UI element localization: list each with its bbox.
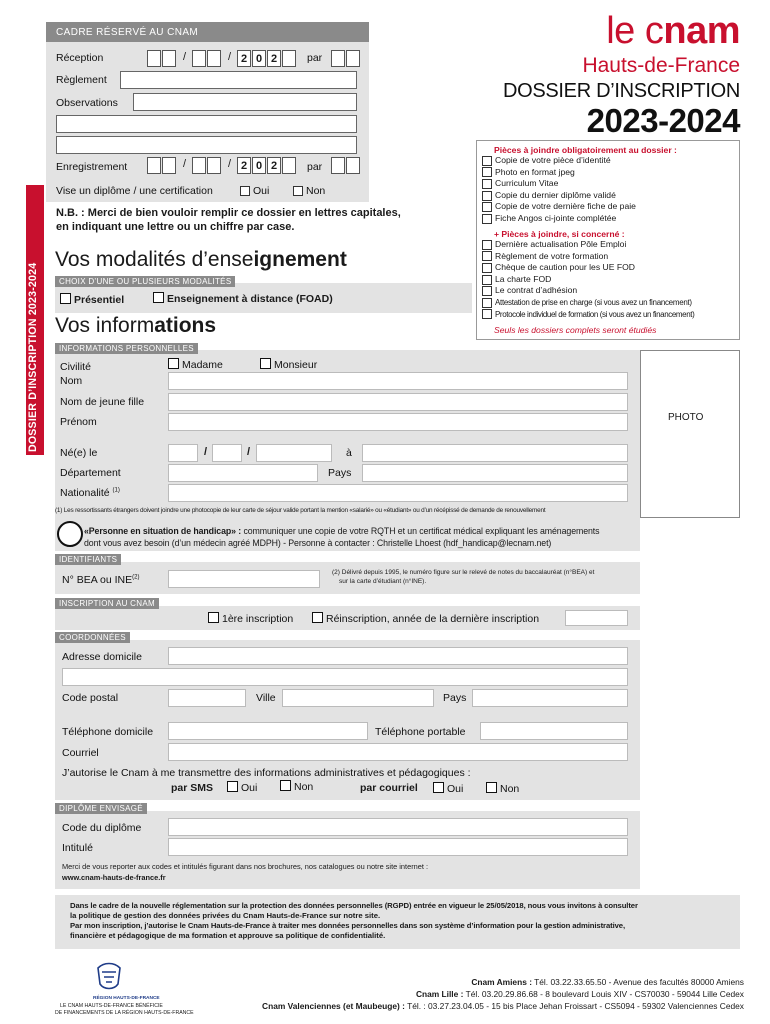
checkbox[interactable] — [482, 240, 492, 250]
cadre-header-text: CADRE RÉSERVÉ AU CNAM — [56, 27, 199, 38]
nom-jeune-fille-field[interactable] — [168, 393, 628, 411]
nom-label: Nom — [60, 375, 83, 387]
presentiel-label: Présentiel — [74, 294, 125, 306]
vise-oui[interactable] — [240, 185, 269, 197]
reinscription-option[interactable] — [312, 612, 539, 625]
checkbox[interactable] — [482, 309, 492, 319]
monsieur-option[interactable] — [260, 358, 317, 371]
observations-label: Observations — [56, 97, 118, 109]
presentiel-option[interactable] — [60, 293, 124, 306]
piece-item[interactable] — [482, 239, 694, 251]
intitule-field[interactable] — [168, 838, 628, 856]
region-logo-icon — [92, 960, 126, 994]
sms-oui-option[interactable] — [227, 781, 257, 794]
logo-le: le — [606, 10, 645, 52]
courriel-non-option[interactable] — [486, 782, 519, 795]
tel-domicile-field[interactable] — [168, 722, 368, 740]
piece-item[interactable] — [482, 213, 636, 225]
region-logo-l2: LE CNAM HAUTS-DE-FRANCE BÉNÉFICIE — [60, 1003, 163, 1009]
departement-field[interactable] — [168, 464, 318, 482]
tel-domicile-label: Téléphone domicile — [62, 726, 154, 738]
premiere-option[interactable] — [208, 612, 293, 625]
enreg-month-2[interactable] — [207, 157, 221, 174]
checkbox[interactable] — [482, 251, 492, 261]
nb-line-2: en indiquant une lettre ou un chiffre par case. — [56, 221, 295, 233]
pays-coord-field[interactable] — [472, 689, 628, 707]
identifiants-header: IDENTIFIANTS — [55, 554, 121, 565]
sms-non-option[interactable] — [280, 780, 313, 793]
cnam-logo — [606, 10, 740, 53]
piece-label: La charte FOD — [495, 273, 552, 284]
coordonnees-header: COORDONNÉES — [55, 632, 130, 643]
bea-field[interactable] — [168, 570, 320, 588]
pieces-footer: Seuls les dossiers complets seront étudiés — [494, 325, 657, 335]
bea-note-2: sur la carte d’étudiant (n°INE). — [339, 578, 427, 585]
courriel-label-bold: par courriel — [360, 782, 418, 794]
diplome-header: DIPLÔME ENVISAGÉ — [55, 803, 147, 814]
par-label: par — [307, 52, 323, 64]
code-postal-label: Code postal — [62, 692, 119, 704]
reception-year-digit: 0 — [252, 50, 266, 67]
reinscription-label: Réinscription, année de la dernière inscription — [326, 613, 540, 625]
piece-label: Copie de votre pièce d’identité — [495, 155, 611, 165]
rgpd-line: la politique de gestion des données privées du Cnam Hauts-de-France sur notre site. — [70, 911, 381, 920]
checkbox[interactable] — [482, 191, 492, 201]
checkbox[interactable] — [482, 156, 492, 166]
piece-label: Fiche Angos ci-jointe complétée — [495, 212, 617, 223]
rgpd-line: Dans le cadre de la nouvelle réglementation sur la protection des données personnelles (RGPD) entrée en vigueur le 25/05/2018, nous vous invitons à consulter — [70, 901, 638, 910]
slash: / — [228, 158, 232, 170]
inscription-header: INSCRIPTION AU CNAM — [55, 598, 159, 609]
piece-item[interactable] — [482, 274, 694, 286]
infos-title — [55, 314, 216, 338]
photo-box[interactable] — [640, 350, 740, 518]
piece-label: Règlement de votre formation — [495, 250, 609, 261]
piece-label: Curriculum Vitae — [495, 178, 559, 189]
reglement-label: Règlement — [56, 74, 107, 86]
madame-label: Madame — [182, 359, 223, 371]
pieces-title-2: + Pièces à joindre, si concerné : — [494, 229, 625, 239]
enreg-year-digit: 0 — [252, 157, 266, 174]
birth-day-field[interactable] — [168, 444, 198, 462]
checkbox[interactable] — [433, 782, 444, 793]
nom-jeune-fille-label: Nom de jeune fille — [60, 396, 145, 408]
slash: / — [228, 51, 232, 63]
rgpd-line: Par mon inscription, j’autorise le Cnam Hauts-de-France à traiter mes données personnelles dans son système d’information pour la gestion administrative, — [70, 921, 625, 930]
checkbox[interactable] — [208, 612, 219, 623]
sms-label: par SMS — [171, 782, 214, 794]
birth-month-field[interactable] — [212, 444, 242, 462]
year-title: 2023-2024 — [586, 102, 740, 139]
logo-nam: nam — [663, 10, 740, 52]
distance-label: Enseignement à distance (FOAD) — [167, 293, 333, 305]
civilite-label: Civilité — [60, 361, 91, 373]
intitule-label: Intitulé — [62, 842, 93, 854]
region-logo-l1: RÉGION HAUTS-DE-FRANCE — [93, 996, 160, 1001]
checkbox[interactable] — [482, 275, 492, 285]
region-logo-l3: DE FINANCEMENTS DE LA RÉGION HAUTS-DE-FRANCE — [55, 1010, 194, 1016]
reception-year-last[interactable] — [282, 50, 296, 67]
reception-year-digit: 2 — [267, 50, 281, 67]
amiens-bold: Cnam Amiens : — [471, 977, 532, 987]
observations-field-3[interactable] — [56, 136, 357, 154]
code-diplome-label: Code du diplôme — [62, 822, 142, 834]
region-logo — [92, 960, 126, 994]
dossier-title: DOSSIER D’INSCRIPTION — [502, 80, 740, 102]
slash: / — [183, 158, 187, 170]
oui-label: Oui — [253, 185, 270, 197]
piece-label: Dernière actualisation Pôle Emploi — [495, 239, 627, 249]
infos-header: INFORMATIONS PERSONNELLES — [55, 343, 198, 354]
non-label: Non — [306, 185, 326, 197]
reglement-field[interactable] — [120, 71, 357, 89]
bea-sup: (2) — [132, 574, 140, 581]
bea-label — [62, 574, 140, 586]
observations-field-1[interactable] — [133, 93, 357, 111]
lille-bold: Cnam Lille : — [415, 989, 464, 999]
piece-item[interactable] — [482, 251, 694, 263]
reception-day-2[interactable] — [162, 50, 176, 67]
enreg-day-1[interactable] — [147, 157, 161, 174]
checkbox[interactable] — [227, 781, 238, 792]
enregistrement-label: Enregistrement — [56, 161, 128, 173]
vertical-dossier-label: DOSSIER D’INSCRIPTION 2023-2024 — [27, 262, 39, 452]
bea-label-text: N° BEA ou INE — [62, 574, 133, 586]
ne-le-label: Né(e) le — [60, 447, 98, 459]
tel-portable-field[interactable] — [480, 722, 628, 740]
piece-label: Copie de votre dernière fiche de paie — [495, 201, 636, 212]
checkbox[interactable] — [482, 202, 492, 212]
pieces-list — [482, 155, 636, 225]
photo-label: PHOTO — [668, 412, 704, 423]
non-label: Non — [500, 783, 520, 795]
modalites-title — [55, 248, 347, 272]
piece-label: Copie du dernier diplôme validé — [495, 189, 616, 200]
pieces-list-2 — [482, 239, 694, 320]
handicap-bold: «Personne en situation de handicap» : — [84, 526, 242, 536]
enreg-day-2[interactable] — [162, 157, 176, 174]
prenom-label: Prénom — [60, 416, 97, 428]
courriel-label: Courriel — [62, 747, 99, 759]
infos-title-light: Vos inform — [55, 314, 155, 337]
enreg-par-2[interactable] — [346, 157, 360, 174]
reception-year-digit: 2 — [237, 50, 251, 67]
checkbox[interactable] — [482, 263, 492, 273]
piece-label: Attestation de prise en charge (si vous avez un financement) — [495, 297, 692, 307]
vise-non[interactable] — [293, 185, 325, 197]
checkbox[interactable] — [153, 292, 164, 303]
checkbox[interactable] — [482, 179, 492, 189]
oui-label: Oui — [447, 783, 464, 795]
departement-label: Département — [60, 467, 121, 479]
checkbox[interactable] — [280, 780, 291, 791]
a-label: à — [346, 447, 352, 459]
piece-label: Photo en format jpeg — [495, 166, 575, 177]
handicap-text-rest: communiquer une copie de votre RQTH et un certificat médical expliquant les aménagements — [241, 526, 600, 536]
piece-item[interactable] — [482, 309, 694, 321]
courriel-field[interactable] — [168, 743, 628, 761]
piece-label: Chèque de caution pour les UE FOD — [495, 262, 635, 273]
handicap-icon — [57, 521, 83, 547]
pays-label: Pays — [443, 692, 467, 704]
checkbox[interactable] — [312, 612, 323, 623]
nb-line-1: N.B. : Merci de bien vouloir remplir ce dossier en lettres capitales, — [56, 207, 401, 219]
distance-option[interactable] — [153, 292, 333, 305]
par-label: par — [307, 161, 323, 173]
enreg-par-1[interactable] — [331, 157, 345, 174]
reception-month-2[interactable] — [207, 50, 221, 67]
observations-field-2[interactable] — [56, 115, 357, 133]
infos-title-bold: ations — [154, 314, 217, 337]
piece-item[interactable] — [482, 155, 636, 167]
birth-place-field[interactable] — [362, 444, 628, 462]
piece-item[interactable] — [482, 190, 636, 202]
checkbox[interactable] — [482, 298, 492, 308]
diplome-merci: Merci de vous reporter aux codes et intitulés figurant dans nos brochures, nos catalogues ou notre site internet : — [62, 862, 429, 871]
checkbox[interactable] — [260, 358, 271, 369]
reception-day-1[interactable] — [147, 50, 161, 67]
val-bold: Cnam Valenciennes (et Maubeuge) : — [262, 1001, 405, 1011]
madame-option[interactable] — [168, 358, 223, 371]
birth-year-field[interactable] — [256, 444, 332, 462]
pays-field[interactable] — [362, 464, 628, 482]
rgpd-line: financière et pédagogique de ma formation et approuve sa politique de confidentialité. — [70, 931, 386, 940]
adresse-field-2[interactable] — [62, 668, 628, 686]
pieces-title: Pièces à joindre obligatoirement au dossier : — [494, 145, 677, 155]
checkbox[interactable] — [482, 214, 492, 224]
prenom-field[interactable] — [168, 413, 628, 431]
courriel-oui-option[interactable] — [433, 782, 463, 795]
piece-label: Le contrat d’adhésion — [495, 285, 578, 296]
checkbox[interactable] — [482, 167, 492, 177]
piece-item[interactable] — [482, 297, 694, 309]
checkbox[interactable] — [486, 782, 497, 793]
lille-address — [416, 989, 744, 999]
logo-c: c — [644, 10, 664, 52]
diplome-site-link[interactable]: www.cnam-hauts-de-france.fr — [62, 873, 166, 882]
region-label: Hauts-de-France — [582, 54, 740, 77]
reception-par-1[interactable] — [331, 50, 345, 67]
checkbox[interactable] — [168, 358, 179, 369]
nationalite-sup: (1) — [112, 487, 120, 494]
reinscription-year-field[interactable] — [565, 610, 628, 626]
pays-label: Pays — [328, 467, 352, 479]
nom-field[interactable] — [168, 372, 628, 390]
amiens-address — [471, 977, 744, 987]
adresse-field-1[interactable] — [168, 647, 628, 665]
ville-field[interactable] — [282, 689, 434, 707]
monsieur-label: Monsieur — [274, 359, 318, 371]
premiere-label: 1ère inscription — [222, 613, 294, 625]
slash: / — [204, 446, 208, 458]
modalites-title-bold: ignement — [253, 248, 347, 271]
piece-item[interactable] — [482, 178, 636, 190]
reception-label: Réception — [56, 52, 104, 64]
checkbox[interactable] — [240, 186, 250, 196]
piece-item[interactable] — [482, 285, 694, 297]
adresse-label: Adresse domicile — [62, 651, 142, 663]
val-text: Tél. : 03.27.23.04.05 - 15 bis Place Jehan Froissart - CS5094 - 59302 Valenciennes Cedex — [404, 1001, 744, 1011]
oui-label: Oui — [241, 782, 258, 794]
modalites-header: CHOIX D’UNE OU PLUSIEURS MODALITÉS — [55, 276, 235, 287]
handicap-line-2: dont vous avez besoin (d’un médecin agréé MDPH) - Personne à contacter : Christelle Lhoest (hdf_handicap@lecnam.net) — [84, 538, 552, 548]
piece-item[interactable] — [482, 201, 636, 213]
enreg-month-1[interactable] — [192, 157, 206, 174]
tel-portable-label: Téléphone portable — [375, 726, 466, 738]
nationalite-text: Nationalité — [60, 487, 110, 499]
enreg-year-last[interactable] — [282, 157, 296, 174]
reception-month-1[interactable] — [192, 50, 206, 67]
slash: / — [247, 446, 251, 458]
piece-item[interactable] — [482, 167, 636, 179]
non-label: Non — [294, 781, 314, 793]
autorise-text: J’autorise le Cnam à me transmettre des informations administratives et pédagogiques : — [62, 767, 471, 779]
code-postal-field[interactable] — [168, 689, 246, 707]
checkbox[interactable] — [293, 186, 303, 196]
handicap-text — [84, 526, 599, 536]
piece-item[interactable] — [482, 262, 694, 274]
code-diplome-field[interactable] — [168, 818, 628, 836]
reception-par-2[interactable] — [346, 50, 360, 67]
ville-label: Ville — [256, 692, 276, 704]
note-1: (1) Les ressortissants étrangers doivent joindre une photocopie de leur carte de séjour valide portant la mention «salarié» ou «étudiant» ou d’un récépissé de demande de renouvellement — [55, 507, 546, 514]
nationalite-field[interactable] — [168, 484, 628, 502]
vise-label: Vise un diplôme / une certification — [56, 185, 213, 197]
piece-label: Protocole individuel de formation (si vous avez un financement) — [495, 309, 695, 319]
modalites-title-light: Vos modalités d’ense — [55, 248, 254, 271]
cadre-reserve-panel — [46, 22, 369, 202]
enreg-year-digit: 2 — [267, 157, 281, 174]
amiens-text: Tél. 03.22.33.65.50 - Avenue des facultés 80000 Amiens — [531, 977, 744, 987]
checkbox[interactable] — [482, 286, 492, 296]
bea-note-1: (2) Délivré depuis 1995, le numéro figure sur le relevé de notes du baccalauréat (n°BEA) et — [332, 569, 595, 576]
lille-text: Tél. 03.20.29.86.68 - 8 boulevard Louis XIV - CS70030 - 59044 Lille Cedex — [463, 989, 744, 999]
nationalite-label — [60, 487, 120, 499]
valenciennes-address — [262, 1001, 744, 1011]
slash: / — [183, 51, 187, 63]
checkbox[interactable] — [60, 293, 71, 304]
enreg-year-digit: 2 — [237, 157, 251, 174]
